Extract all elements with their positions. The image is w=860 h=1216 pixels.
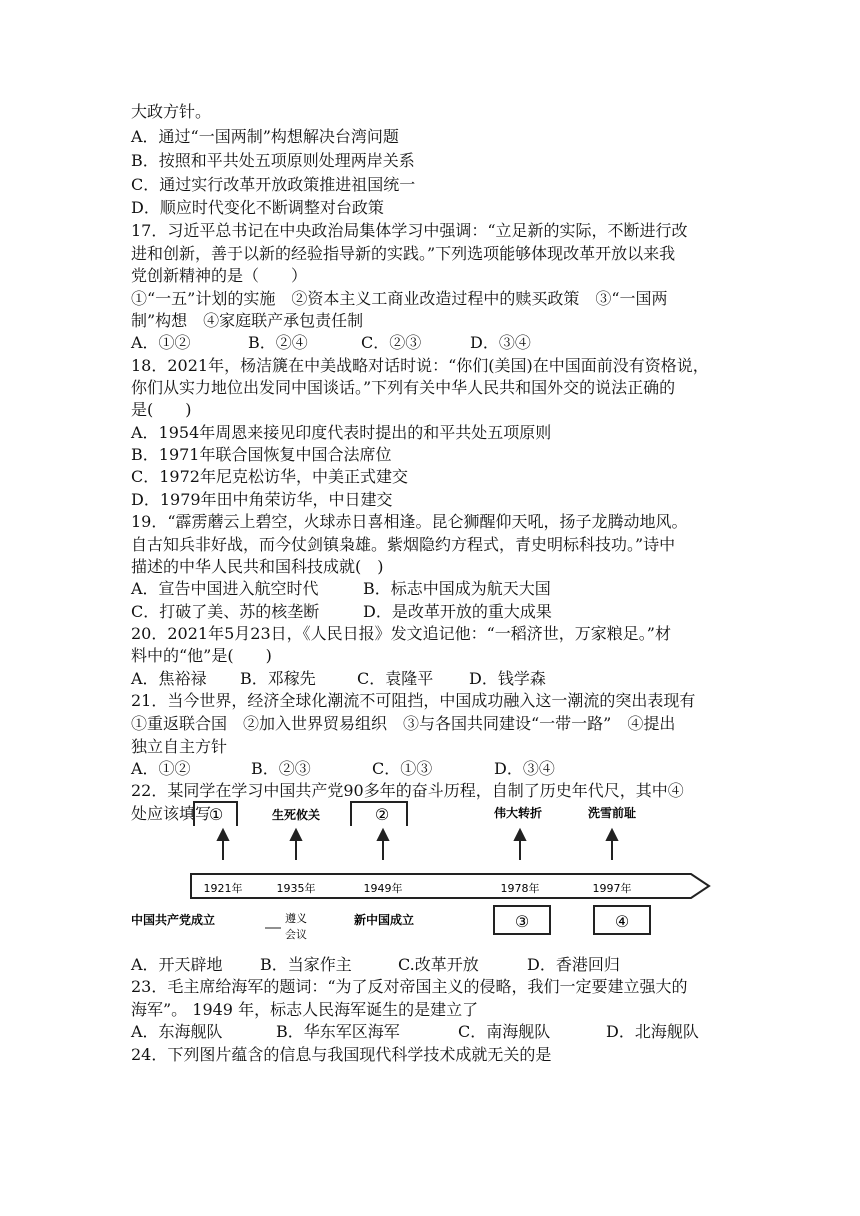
q19-option-b[interactable]: B．标志中国成为航天大国 bbox=[363, 579, 551, 598]
timeline-year-1949: 1949年 bbox=[363, 882, 403, 895]
timeline-top-label-1: ① bbox=[208, 805, 224, 824]
q17-stem-line-5: 制”构想 ④家庭联产承包责任制 bbox=[131, 311, 364, 330]
timeline-bottom-label-1: 中国共产党成立 bbox=[131, 913, 216, 927]
q19-option-d[interactable]: D．是改革开放的重大成果 bbox=[363, 602, 552, 621]
q22-stem-line-2: 处应该填写 bbox=[131, 804, 212, 823]
timeline-bottom-label-2: 遵义 bbox=[285, 912, 307, 925]
q18-option-d[interactable]: D．1979年田中角荣访华，中日建交 bbox=[131, 490, 393, 509]
timeline-year-1935: 1935年 bbox=[276, 882, 316, 895]
q21-option-d[interactable]: D．③④ bbox=[494, 759, 555, 778]
timeline-year-1978: 1978年 bbox=[500, 882, 540, 895]
q22-stem-line-1: 22．某同学在学习中国共产党90多年的奋斗历程，自制了历史年代尺，其中④ bbox=[131, 781, 684, 800]
q17-stem-line-1: 17．习近平总书记在中央政治局集体学习中强调：“立足新的实际，不断进行改 bbox=[131, 221, 688, 240]
q21-stem-line-1: 21．当今世界，经济全球化潮流不可阻挡，中国成功融入这一潮流的突出表现有 bbox=[131, 691, 696, 710]
q21-stem-line-2: ①重返联合国 ②加入世界贸易组织 ③与各国共同建设“一带一路” ④提出 bbox=[131, 714, 676, 733]
history-timeline-figure bbox=[131, 800, 716, 950]
timeline-arrows bbox=[218, 830, 617, 860]
q17-stem-line-2: 进和创新，善于以新的经验指导新的实践。”下列选项能够体现改革开放以来我 bbox=[131, 244, 676, 263]
q24-stem-line-1: 24．下列图片蕴含的信息与我国现代科学技术成就无关的是 bbox=[131, 1045, 552, 1064]
q17-option-b[interactable]: B．②④ bbox=[248, 333, 308, 352]
q19-stem-line-2: 自古知兵非好战，而今仗剑镇枭雄。紫烟隐约方程式，青史明标科技功。”诗中 bbox=[131, 535, 676, 554]
q17-option-c[interactable]: C．②③ bbox=[361, 333, 422, 352]
q20-option-a[interactable]: A．焦裕禄 bbox=[131, 669, 207, 688]
timeline-top-label-4: 伟大转折 bbox=[493, 806, 543, 820]
q19-stem-line-1: 19．“霹雳蘑云上碧空，火球赤日喜相逢。昆仑狮醒仰天吼，扬子龙腾动地风。 bbox=[131, 512, 688, 531]
q22-option-c[interactable]: C.改革开放 bbox=[398, 955, 479, 974]
q19-option-c[interactable]: C．打破了美、苏的核垄断 bbox=[131, 602, 320, 621]
q22-option-d[interactable]: D．香港回归 bbox=[527, 955, 620, 974]
q19-option-a[interactable]: A．宣告中国进入航空时代 bbox=[131, 579, 319, 598]
q20-stem-line-2: 料中的“他”是( ) bbox=[131, 646, 272, 665]
timeline-top-label-5: 洗雪前耻 bbox=[587, 806, 637, 820]
timeline-year-1921: 1921年 bbox=[203, 882, 243, 895]
q16-option-d[interactable]: D．顺应时代变化不断调整对台政策 bbox=[131, 198, 384, 217]
q20-stem-line-1: 20．2021年5月23日，《人民日报》发文追记他：“一稻济世，万家粮足。”材 bbox=[131, 624, 671, 643]
q16-tail: 大政方针。 bbox=[131, 102, 212, 121]
q23-option-c[interactable]: C．南海舰队 bbox=[458, 1022, 551, 1041]
q23-option-a[interactable]: A．东海舰队 bbox=[131, 1022, 223, 1041]
q23-stem-line-2: 海军”。 1949 年，标志人民海军诞生的是建立了 bbox=[131, 1000, 479, 1019]
q17-stem-line-3: 党创新精神的是（ ） bbox=[131, 266, 308, 285]
q16-option-a[interactable]: A．通过“一国两制”构想解决台湾问题 bbox=[131, 127, 399, 146]
q21-option-a[interactable]: A．①② bbox=[131, 759, 191, 778]
timeline-bottom-label-5: ③ bbox=[514, 912, 530, 931]
q22-option-b[interactable]: B．当家作主 bbox=[260, 955, 352, 974]
timeline-year-1997: 1997年 bbox=[592, 882, 632, 895]
q19-stem-line-3: 描述的中华人民共和国科技成就( ) bbox=[131, 557, 384, 576]
q21-option-b[interactable]: B．②③ bbox=[251, 759, 311, 778]
q18-stem-line-3: 是( ) bbox=[131, 400, 192, 419]
q23-stem-line-1: 23．毛主席给海军的题词：“为了反对帝国主义的侵略，我们一定要建立强大的 bbox=[131, 977, 688, 996]
q18-stem-line-2: 你们从实力地位出发同中国谈话。”下列有关中华人民共和国外交的说法正确的 bbox=[131, 378, 676, 397]
timeline-top-label-2: 生死攸关 bbox=[271, 808, 321, 822]
q16-option-b[interactable]: B．按照和平共处五项原则处理两岸关系 bbox=[131, 151, 415, 170]
q20-option-d[interactable]: D．钱学森 bbox=[469, 669, 546, 688]
q18-option-a[interactable]: A．1954年周恩来接见印度代表时提出的和平共处五项原则 bbox=[131, 423, 552, 442]
q23-option-b[interactable]: B．华东军区海军 bbox=[276, 1022, 400, 1041]
timeline-bottom-label-6: ④ bbox=[614, 912, 630, 931]
q23-option-d[interactable]: D．北海舰队 bbox=[606, 1022, 699, 1041]
q21-stem-line-3: 独立自主方针 bbox=[131, 737, 228, 756]
q20-option-c[interactable]: C．袁隆平 bbox=[357, 669, 434, 688]
q18-option-c[interactable]: C．1972年尼克松访华，中美正式建交 bbox=[131, 467, 408, 486]
q17-option-d[interactable]: D．③④ bbox=[470, 333, 531, 352]
timeline-bottom-label-3: 会议 bbox=[285, 928, 307, 941]
q22-option-a[interactable]: A．开天辟地 bbox=[131, 955, 223, 974]
q17-option-a[interactable]: A．①② bbox=[131, 333, 191, 352]
timeline-bottom-label-4: 新中国成立 bbox=[353, 913, 415, 927]
timeline-top-label-3: ② bbox=[374, 805, 390, 824]
q17-stem-line-4: ①“一五”计划的实施 ②资本主义工商业改造过程中的赎买政策 ③“一国两 bbox=[131, 289, 668, 308]
q18-option-b[interactable]: B．1971年联合国恢复中国合法席位 bbox=[131, 445, 392, 464]
q18-stem-line-1: 18．2021年，杨洁篪在中美战略对话时说：“你们(美国)在中国面前没有资格说， bbox=[131, 356, 709, 375]
q20-option-b[interactable]: B．邓稼先 bbox=[240, 669, 316, 688]
q16-option-c[interactable]: C．通过实行改革开放政策推进祖国统一 bbox=[131, 175, 416, 194]
q21-option-c[interactable]: C．①③ bbox=[372, 759, 433, 778]
